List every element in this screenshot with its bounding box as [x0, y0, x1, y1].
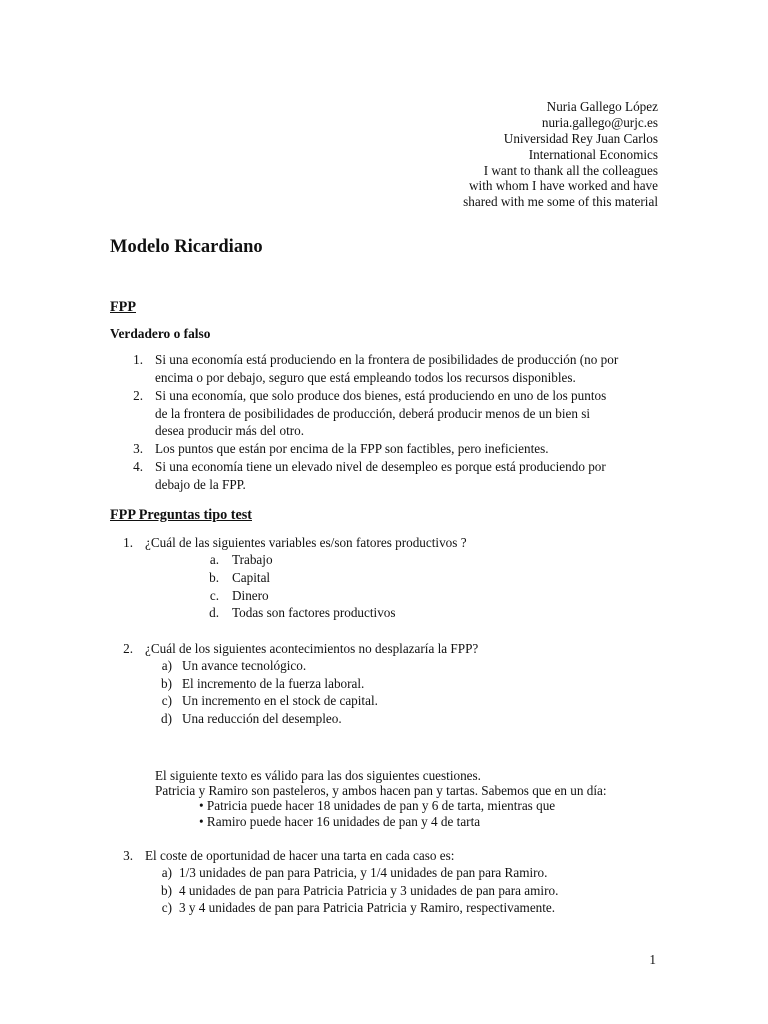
option-text: Un avance tecnológico. — [182, 658, 307, 673]
option-label: a) — [161, 658, 172, 673]
list-item — [155, 351, 618, 386]
intro-bullet-ramiro: • Ramiro puede hacer 16 unidades de pan y 4 de tarta — [199, 814, 481, 829]
option-label: b. — [209, 570, 219, 585]
option-text: Todas son factores productivos — [232, 605, 396, 620]
list-item-line: debajo de la FPP. — [155, 476, 246, 492]
intro-line-2: Patricia y Ramiro son pasteleros, y ambos hacen pan y tartas. Sabemos que en un día: — [155, 783, 607, 798]
option-label: a. — [209, 552, 219, 567]
option-text: 3 y 4 unidades de pan para Patricia Patricia y Ramiro, respectivamente. — [179, 900, 556, 915]
option-label: a) — [161, 865, 172, 880]
option-text: Un incremento en el stock de capital. — [182, 693, 378, 708]
author-email: nuria.gallego@urjc.es — [541, 114, 658, 130]
list-item-line: Si una economía está produciendo en la frontera de posibilidades de producción (no por — [155, 352, 619, 367]
author-name: Nuria Gallego López — [546, 99, 658, 114]
question-1-text: ¿Cuál de las siguientes variables es/son fatores productivos ? — [145, 535, 467, 550]
list-item — [155, 387, 606, 440]
list-item-line: desea producir más del otro. — [155, 423, 305, 439]
list-item — [155, 458, 606, 493]
option-label: c) — [161, 900, 172, 915]
author-university: Universidad Rey Juan Carlos — [503, 130, 658, 146]
option-text: 4 unidades de pan para Patricia Patricia y 3 unidades de pan para amiro. — [179, 883, 559, 898]
intro-bullet-patricia: • Patricia puede hacer 18 unidades de pan y 6 de tarta, mientras que — [199, 798, 556, 813]
section-heading-fpp: FPP — [110, 299, 136, 315]
option-label: c. — [209, 588, 219, 603]
option-label: b) — [161, 883, 172, 898]
option-text: 1/3 unidades de pan para Patricia, y 1/4 unidades de pan para Ramiro. — [179, 865, 548, 880]
option-text: Una reducción del desempleo. — [182, 711, 342, 726]
page-number: 1 — [649, 952, 656, 967]
option-label: d. — [209, 605, 219, 620]
page-title: Modelo Ricardiano — [110, 237, 263, 257]
acknowledgement-line-3: shared with me some of this material — [463, 194, 658, 210]
list-item-line: Los puntos que están por encima de la FPP son factibles, pero ineficientes. — [155, 441, 549, 456]
option-text: Trabajo — [232, 552, 273, 567]
list-item-line: de la frontera de posibilidades de producción, deberá producir menos de un bien si — [155, 405, 591, 421]
intro-line-1: El siguiente texto es válido para las dos siguientes cuestiones. — [155, 768, 481, 783]
option-label: c) — [161, 693, 172, 708]
option-label: b) — [161, 676, 172, 691]
list-item-line: encima o por debajo, seguro que está empleando todos los recursos disponibles. — [155, 369, 576, 385]
list-item-number: 4. — [133, 459, 143, 474]
subheading-true-false: Verdadero o falso — [110, 326, 211, 341]
list-item — [155, 440, 549, 458]
list-item-line: Si una economía, que solo produce dos bienes, está produciendo en uno de los puntos — [155, 388, 607, 403]
option-text: Capital — [232, 570, 271, 585]
author-course: International Economics — [528, 146, 658, 162]
option-text: Dinero — [232, 588, 269, 603]
question-number: 2. — [123, 641, 133, 656]
acknowledgement-line-1: I want to thank all the colleagues — [483, 162, 658, 178]
acknowledgement-line-2: with whom I have worked and have — [469, 178, 658, 194]
question-2-text: ¿Cuál de los siguientes acontecimientos no desplazaría la FPP? — [145, 641, 479, 656]
list-item-number: 1. — [133, 352, 143, 367]
section-heading-test: FPP Preguntas tipo test — [110, 507, 252, 523]
question-number: 3. — [123, 848, 133, 863]
question-3-text: El coste de oportunidad de hacer una tarta en cada caso es: — [145, 848, 455, 863]
author-header — [463, 99, 658, 210]
list-item-number: 2. — [133, 388, 143, 403]
question-number: 1. — [123, 535, 133, 550]
option-text: El incremento de la fuerza laboral. — [182, 676, 365, 691]
option-label: d) — [161, 711, 172, 726]
list-item-line: Si una economía tiene un elevado nivel de desempleo es porque está produciendo por — [155, 459, 606, 474]
list-item-number: 3. — [133, 441, 143, 456]
